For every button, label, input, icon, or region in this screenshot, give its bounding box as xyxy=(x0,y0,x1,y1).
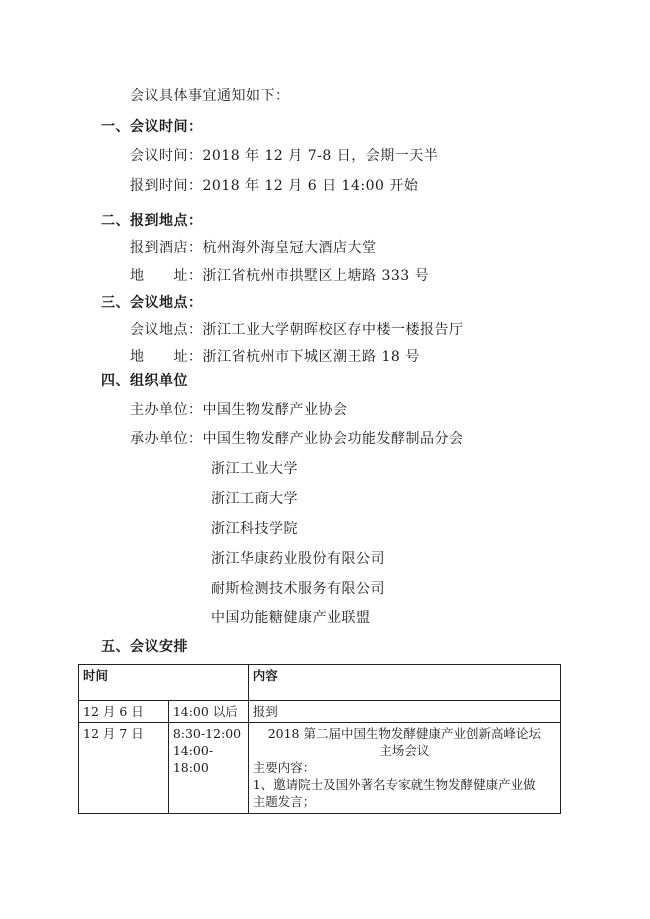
table-row xyxy=(79,701,561,723)
table-row xyxy=(79,723,561,814)
venue-line: 会议地点：浙江工业大学朝晖校区存中楼一楼报告厅 xyxy=(130,322,464,338)
row-date: 12 月 6 日 xyxy=(79,701,169,723)
content-item-1: 1、邀请院士及国外著名专家就生物发酵健康产业做 xyxy=(252,777,536,792)
section-3-heading: 三、会议地点： xyxy=(101,295,203,311)
section-5-heading: 五、会议安排 xyxy=(101,639,188,655)
schedule-table xyxy=(78,664,561,814)
organizer-line: 承办单位：中国生物发酵产业协会功能发酵制品分会 xyxy=(130,431,464,447)
row-date: 12 月 7 日 xyxy=(79,723,169,814)
coorganizer-item: 耐斯检测技术服务有限公司 xyxy=(211,581,385,597)
header-time: 时间 xyxy=(79,665,249,701)
row-time: 14:00 以后 xyxy=(168,701,248,723)
row-time-afternoon: 14:00-18:00 xyxy=(172,743,214,775)
hotel-address-line: 地 址：浙江省杭州市拱墅区上塘路 333 号 xyxy=(130,268,430,284)
registration-time-line: 报到时间：2018 年 12 月 6 日 14:00 开始 xyxy=(130,178,419,194)
row-content: 报到 xyxy=(248,701,560,723)
coorganizer-item: 浙江科技学院 xyxy=(211,521,298,537)
main-content-label: 主要内容： xyxy=(252,760,316,775)
host-line: 主办单位：中国生物发酵产业协会 xyxy=(130,402,348,418)
row-content-cell xyxy=(248,723,560,814)
content-item-1-cont: 主题发言； xyxy=(252,794,316,809)
coorganizer-item: 浙江工业大学 xyxy=(211,461,298,477)
section-2-heading: 二、报到地点： xyxy=(101,213,203,229)
registration-hotel-line: 报到酒店：杭州海外海皇冠大酒店大堂 xyxy=(130,240,377,256)
venue-address-line: 地 址：浙江省杭州市下城区潮王路 18 号 xyxy=(130,349,420,365)
forum-subtitle: 主场会议 xyxy=(379,743,430,758)
section-1-heading: 一、会议时间： xyxy=(101,119,203,135)
coorganizer-item: 浙江工商大学 xyxy=(211,491,298,507)
meeting-time-line: 会议时间：2018 年 12 月 7-8 日，会期一天半 xyxy=(130,148,439,164)
coorganizer-item: 中国功能糖健康产业联盟 xyxy=(211,610,371,626)
header-content: 内容 xyxy=(248,665,560,701)
row-time-morning: 8:30-12:00 xyxy=(172,726,242,741)
coorganizer-item: 浙江华康药业股份有限公司 xyxy=(211,551,385,567)
row-time-cell xyxy=(168,723,248,814)
section-4-heading: 四、组织单位 xyxy=(101,373,188,389)
intro-text: 会议具体事宜通知如下： xyxy=(130,88,290,104)
forum-title: 2018 第二届中国生物发酵健康产业创新高峰论坛 xyxy=(267,726,541,741)
table-header-row xyxy=(79,665,561,701)
